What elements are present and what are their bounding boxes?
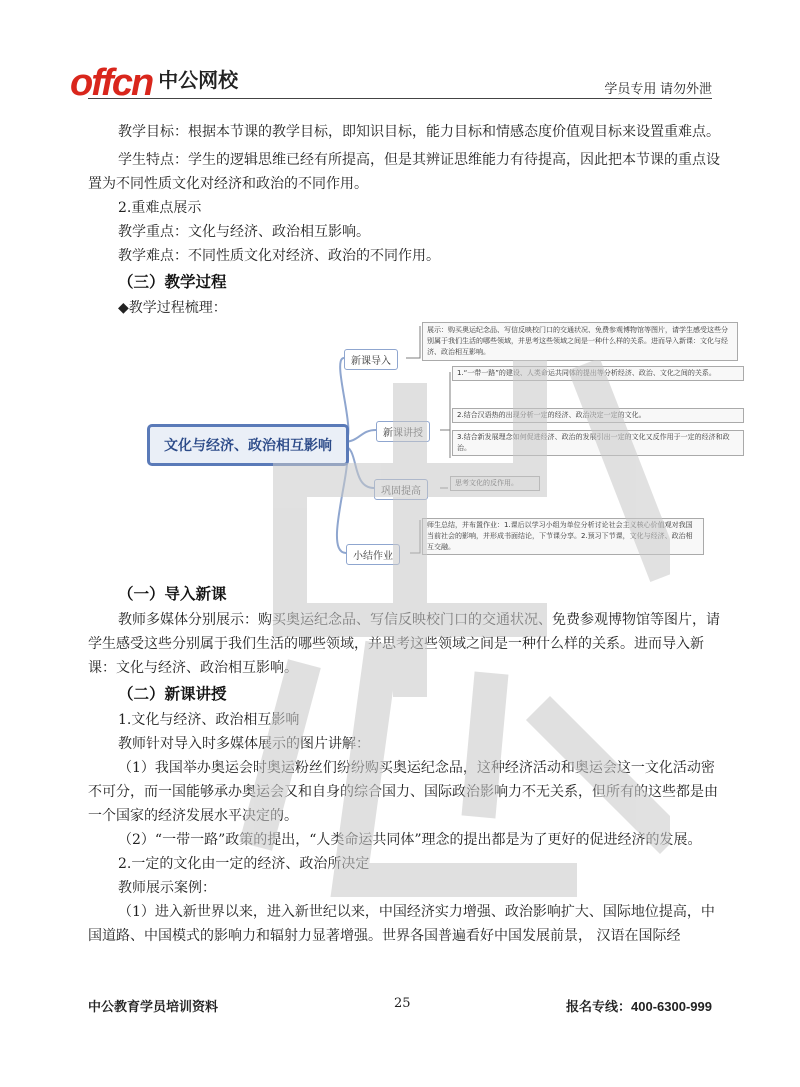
mindmap-note-summary: 师生总结，并布置作业：1.课后以学习小组为单位分析讨论社会主义核心价值观对我国当前社会的影响，并形成书面结论，下节课分享。2.预习下节课，文化与经济、政治相互交融。 xyxy=(422,518,704,555)
para-difficult-point: 教学难点：不同性质文化对经济、政治的不同作用。 xyxy=(118,248,440,264)
para-keypoints-heading: 2.重难点展示 xyxy=(118,200,202,216)
mindmap-branch-summary: 小结作业 xyxy=(346,544,400,565)
mindmap-note-intro: 展示：购买奥运纪念品、写信反映校门口的交通状况、免费参观博物馆等图片，请学生感受这些分别属于我们生活的哪些领域，并思考这些领域之间是一种什么样的关系。进而导入新课：文化与经济、政治相互影响。 xyxy=(422,322,738,361)
mindmap-note-lecture-2: 2.结合汉语热的出现分析一定的经济、政治决定一定的文化。 xyxy=(452,408,744,423)
logo-cn-text: 中公网校 xyxy=(158,70,239,92)
para-lecture-1: 1.文化与经济、政治相互影响 xyxy=(118,712,300,728)
mindmap-note-lecture-3: 3.结合新发展理念如何促进经济、政治的发展引出一定的文化又反作用于一定的经济和政治。 xyxy=(452,430,744,456)
para-lecture-5: 2.一定的文化由一定的经济、政治所决定 xyxy=(118,856,370,872)
mindmap-branch-consolidate: 巩固提高 xyxy=(374,479,428,500)
heading-lecture: （二）新课讲授 xyxy=(118,685,227,703)
para-student-traits: 学生特点：学生的逻辑思维已经有所提高，但是其辨证思维能力有待提高，因此把本节课的重点设置为不同性质文化对经济和政治的不同作用。 xyxy=(88,152,720,192)
mindmap-note-consolidate: 思考文化的反作用。 xyxy=(450,476,540,491)
mindmap-branch-intro: 新课导入 xyxy=(344,349,398,370)
mindmap-branch-lecture: 新课讲授 xyxy=(376,421,430,442)
header-notice: 学员专用 请勿外泄 xyxy=(604,81,712,96)
para-teaching-goal: 教学目标：根据本节课的教学目标，即知识目标，能力目标和情感态度价值观目标来设置重难点。 xyxy=(118,124,720,140)
para-lecture-2: 教师针对导入时多媒体展示的图片讲解： xyxy=(118,736,370,752)
page-number: 25 xyxy=(394,996,411,1011)
mindmap-note-lecture-1: 1.“一带一路”的建设、人类命运共同体的提出等分析经济、政治、文化之间的关系。 xyxy=(452,366,744,381)
footer-right: 报名专线：400-6300-999 xyxy=(566,999,712,1014)
para-intro: 教师多媒体分别展示：购买奥运纪念品、写信反映校门口的交通状况、免费参观博物馆等图片，请学生感受这些分别属于我们生活的哪些领域，并思考这些领域之间是一种什么样的关系。进而导入新课：文化与经济、政治相互影响。 xyxy=(88,612,720,676)
heading-teaching-process: （三）教学过程 xyxy=(118,273,227,291)
para-lecture-3: （1）我国举办奥运会时奥运粉丝们纷纷购买奥运纪念品，这种经济活动和奥运会这一文化活动密不可分，而一国能够承办奥运会又和自身的综合国力、国际政治影响力不无关系，但所有的这些都是由一个国家的经济发展水平决定的。 xyxy=(88,760,718,824)
heading-intro: （一）导入新课 xyxy=(118,585,227,603)
para-lecture-6: 教师展示案例： xyxy=(118,880,216,896)
logo-offcn-text: offcn xyxy=(70,62,153,104)
para-lecture-7: （1）进入新世界以来，进入新世纪以来，中国经济实力增强、政治影响扩大、国际地位提高，中国道路、中国模式的影响力和辐射力显著增强。世界各国普遍看好中国发展前景， 汉语在国际经 xyxy=(88,904,715,944)
para-lecture-4: （2）“一带一路”政策的提出，“人类命运共同体”理念的提出都是为了更好的促进经济的发展。 xyxy=(118,832,702,848)
footer-left: 中公教育学员培训资料 xyxy=(88,999,219,1014)
mindmap-root: 文化与经济、政治相互影响 xyxy=(147,424,349,466)
para-process-overview: ◆教学过程梳理： xyxy=(118,300,227,316)
para-key-point: 教学重点：文化与经济、政治相互影响。 xyxy=(118,224,370,240)
